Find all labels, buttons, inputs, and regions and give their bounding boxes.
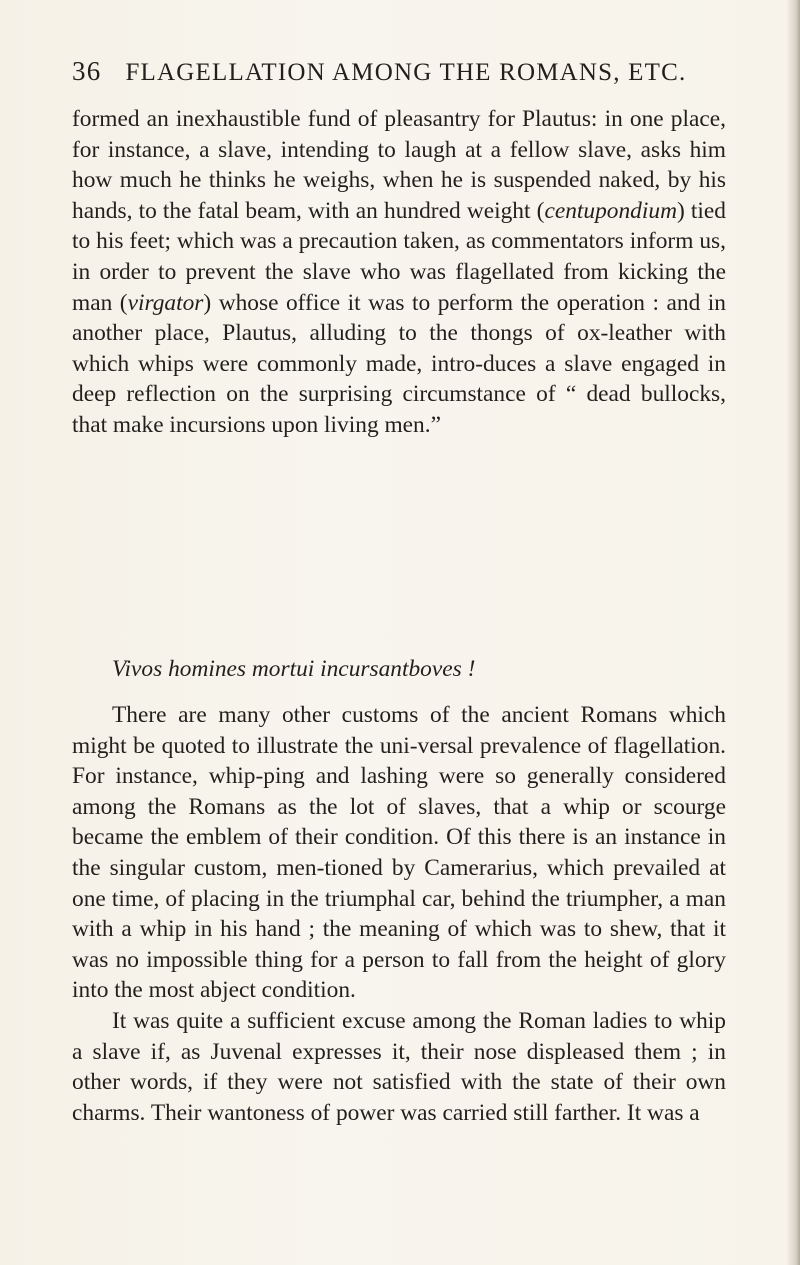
paragraph-1-text-c: ) whose office it was to perform the operation : and in another place, Plautus, alluding to the thongs of ox-leather with which whips were commonly made, intro-duces a slave engaged in deep reflection on the surprising circumstance of “ dead bullocks, that make incursions upon living men.” xyxy=(72,289,726,438)
paragraph-continuation xyxy=(72,104,726,441)
page-number: 36 xyxy=(72,56,102,86)
latin-term-virgator: virgator xyxy=(127,289,204,316)
body-text-bottom xyxy=(72,700,726,1128)
paragraph-1-text-b: ) tied to his feet; which was a precaution taken, as commentators inform us, in order to prevent the slave who was flagellated from kicking the man ( xyxy=(72,197,726,316)
latin-term-centupondium: centupondium xyxy=(544,197,677,224)
body-text-top xyxy=(72,104,726,441)
paragraph-3: It was quite a sufficient excuse among the Roman ladies to whip a slave if, as Juvenal expresses it, their nose displeased them ; in other words, if they were not satisfied with the state of their own charms. Their wantoness of power was carried still farther. It was a xyxy=(72,1007,726,1126)
page-header xyxy=(72,56,692,92)
paragraph-2: There are many other customs of the ancient Romans which might be quoted to illustrate the uni-versal prevalence of flagellation. For instance, whip-ping and lashing were so generally considered among the Romans as the lot of slaves, that a whip or scourge became the emblem of their condition. Of this there is an instance in the singular custom, men-tioned by Camerarius, which prevailed at one time, of placing in the triumphal car, behind the triumpher, a man with a whip in his hand ; the meaning of which was to shew, that it was no impossible thing for a person to fall from the height of glory into the most abject condition. xyxy=(72,702,726,1004)
latin-quote: Vivos homines mortui incursantboves ! xyxy=(112,656,476,682)
running-head: FLAGELLATION AMONG THE ROMANS, ETC. xyxy=(125,59,687,86)
paragraph-1-text-a: formed an inexhaustible fund of pleasantry for Plautus: in one place, for instance, a slave, intending to laugh at a fellow slave, asks him how much he thinks he weighs, when he is suspended naked, by his hands, to the fatal beam, with an hundred weight ( xyxy=(72,106,726,224)
page-edge-shadow xyxy=(786,0,800,1265)
